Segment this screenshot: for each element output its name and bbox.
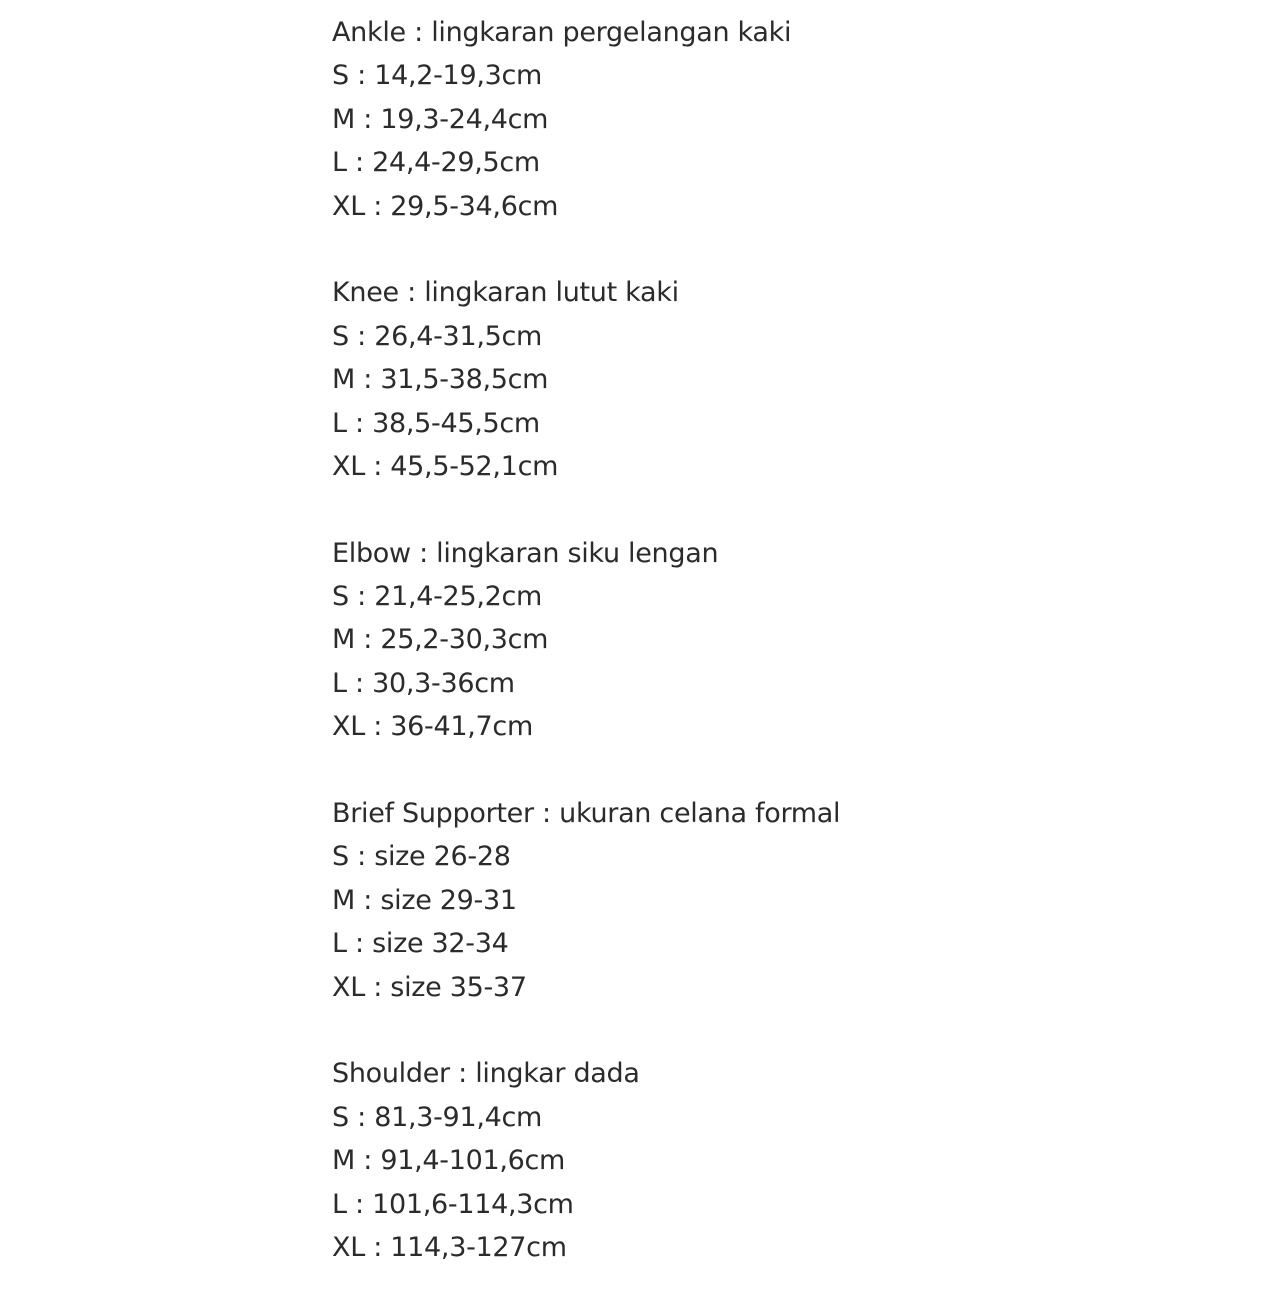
size-line-l: L : 101,6-114,3cm bbox=[332, 1188, 574, 1220]
size-line-l: L : 38,5-45,5cm bbox=[332, 407, 540, 439]
section-heading: Knee : lingkaran lutut kaki bbox=[332, 277, 679, 309]
size-line-m: M : 91,4-101,6cm bbox=[332, 1145, 566, 1177]
section-knee bbox=[332, 271, 1232, 488]
size-line-xl: XL : 45,5-52,1cm bbox=[332, 450, 559, 482]
size-line-xl: XL : size 35-37 bbox=[332, 971, 527, 1003]
size-line-xl: XL : 114,3-127cm bbox=[332, 1231, 567, 1263]
size-line-s: S : 26,4-31,5cm bbox=[332, 320, 543, 352]
size-line-s: S : 81,3-91,4cm bbox=[332, 1101, 543, 1133]
section-ankle bbox=[332, 11, 1232, 228]
size-line-s: S : 14,2-19,3cm bbox=[332, 60, 543, 92]
size-line-xl: XL : 29,5-34,6cm bbox=[332, 190, 559, 222]
size-line-s: S : 21,4-25,2cm bbox=[332, 581, 543, 613]
section-heading: Ankle : lingkaran pergelangan kaki bbox=[332, 17, 792, 48]
section-heading: Brief Supporter : ukuran celana formal bbox=[332, 798, 841, 830]
size-line-l: L : size 32-34 bbox=[332, 928, 509, 960]
size-line-m: M : 19,3-24,4cm bbox=[332, 103, 549, 135]
size-line-m: M : size 29-31 bbox=[332, 884, 517, 916]
size-line-xl: XL : 36-41,7cm bbox=[332, 711, 533, 743]
section-heading: Elbow : lingkaran siku lengan bbox=[332, 537, 719, 569]
size-line-m: M : 25,2-30,3cm bbox=[332, 624, 549, 656]
section-shoulder bbox=[332, 1052, 1232, 1269]
size-line-s: S : size 26-28 bbox=[332, 841, 511, 873]
size-guide-document bbox=[332, 11, 1232, 1313]
size-line-m: M : 31,5-38,5cm bbox=[332, 364, 549, 396]
section-elbow bbox=[332, 532, 1232, 749]
size-line-l: L : 30,3-36cm bbox=[332, 667, 515, 699]
section-heading: Shoulder : lingkar dada bbox=[332, 1058, 640, 1090]
section-brief-supporter bbox=[332, 792, 1232, 1009]
size-line-l: L : 24,4-29,5cm bbox=[332, 147, 540, 179]
